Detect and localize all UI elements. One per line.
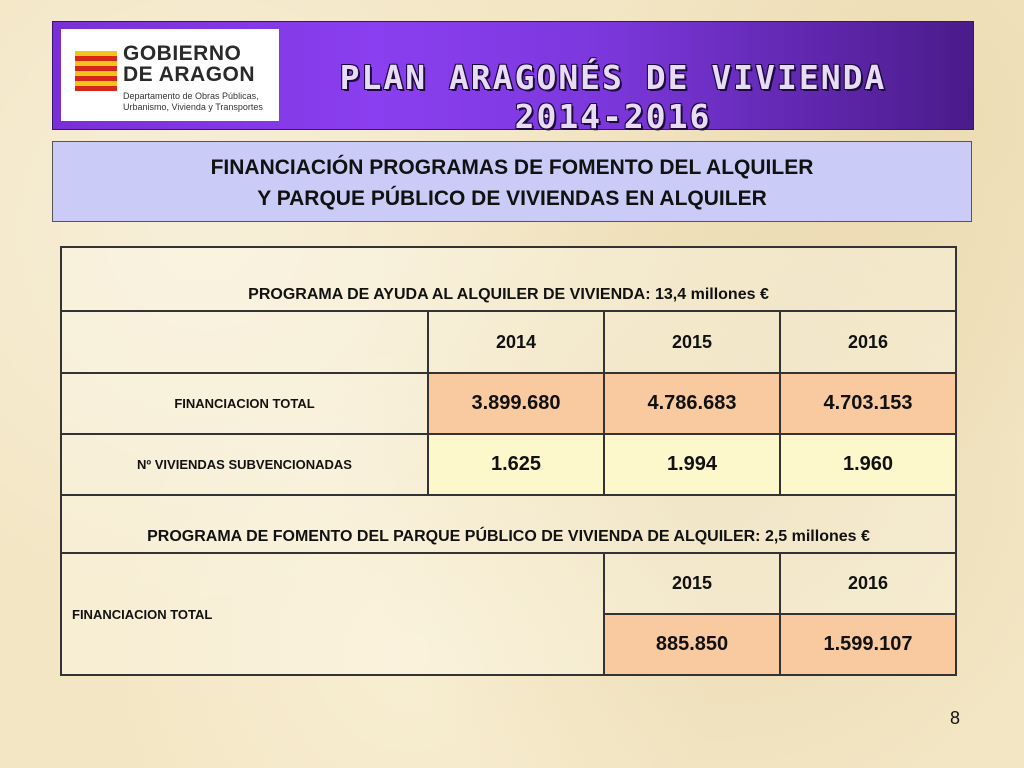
program1-year-2014: 2014: [428, 311, 604, 373]
program2-row-label: FINANCIACION TOTAL: [61, 553, 604, 675]
logo-department-line2: Urbanismo, Vivienda y Transportes: [123, 102, 263, 112]
viviendas-2015: 1.994: [604, 434, 780, 495]
logo-department-line1: Departamento de Obras Públicas,: [123, 91, 259, 101]
logo-line2: DE ARAGON: [123, 63, 256, 86]
subtitle-box: [52, 141, 972, 222]
plan-title: PLAN ARAGONÉS DE VIVIENDA 2014-2016: [339, 58, 887, 136]
financiacion-2016: 4.703.153: [780, 373, 956, 434]
subtitle-line2: Y PARQUE PÚBLICO DE VIVIENDAS EN ALQUILER: [257, 187, 767, 210]
viviendas-2014: 1.625: [428, 434, 604, 495]
viviendas-2016: 1.960: [780, 434, 956, 495]
program2-value-2015: 885.850: [604, 614, 780, 675]
financiacion-2014: 3.899.680: [428, 373, 604, 434]
program2-year-2015: 2015: [604, 553, 780, 614]
subtitle-line1: FINANCIACIÓN PROGRAMAS DE FOMENTO DEL ALQUILER: [210, 156, 814, 179]
financing-table: [60, 246, 957, 676]
row-financiacion-total-label: FINANCIACION TOTAL: [61, 373, 428, 434]
program1-year-2015: 2015: [604, 311, 780, 373]
gobierno-aragon-logo: [61, 29, 279, 121]
page-number: 8: [950, 708, 961, 728]
financiacion-2015: 4.786.683: [604, 373, 780, 434]
row-viviendas-label: Nº VIVIENDAS SUBVENCIONADAS: [61, 434, 428, 495]
program2-year-2016: 2016: [780, 553, 956, 614]
program1-year-2016: 2016: [780, 311, 956, 373]
logo-line1: GOBIERNO: [123, 42, 242, 65]
aragon-flag-icon: [75, 51, 117, 91]
program1-header-blank: [61, 311, 428, 373]
program1-title: PROGRAMA DE AYUDA AL ALQUILER DE VIVIENDA: 13,4 millones €: [61, 247, 956, 311]
program2-title: PROGRAMA DE FOMENTO DEL PARQUE PÚBLICO DE VIVIENDA DE ALQUILER: 2,5 millones €: [61, 495, 956, 553]
program2-value-2016: 1.599.107: [780, 614, 956, 675]
slide-header: [52, 21, 974, 136]
